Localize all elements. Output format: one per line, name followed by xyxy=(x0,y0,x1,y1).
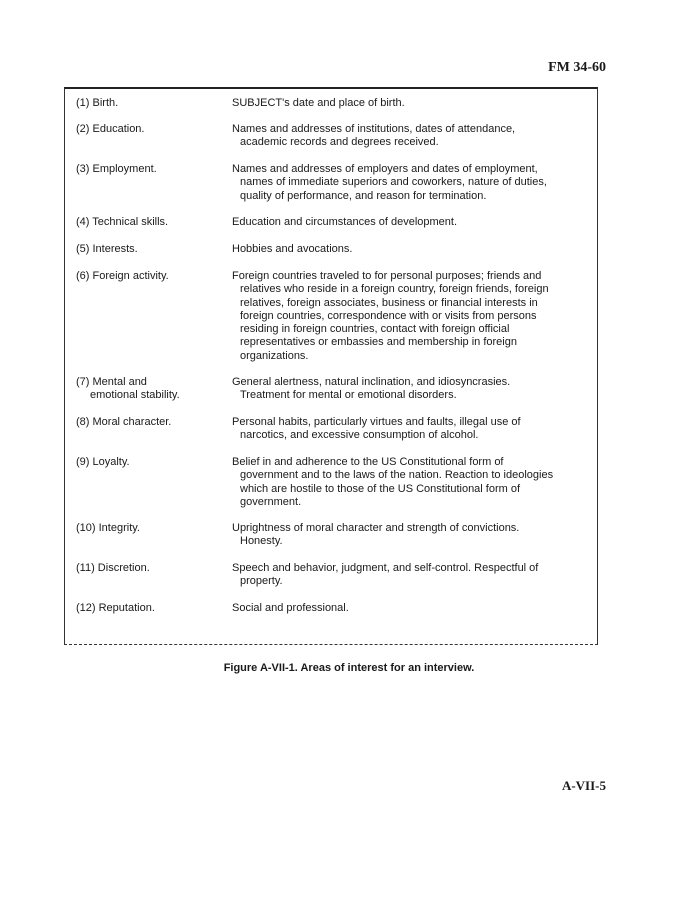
row-label xyxy=(76,522,226,535)
row-label-line: (7) Mental and xyxy=(76,376,147,388)
row-description xyxy=(232,602,592,615)
row-label xyxy=(76,123,226,136)
figure-caption: Figure A-VII-1. Areas of interest for an interview. xyxy=(223,662,475,674)
row-description-line: foreign countries, correspondence with or visits from persons xyxy=(240,309,537,322)
row-description-line: names of immediate superiors and coworkers, nature of duties, xyxy=(240,176,547,189)
row-description-line: General alertness, natural inclination, and idiosyncrasies. xyxy=(232,376,511,388)
row-label-line: (6) Foreign activity. xyxy=(76,270,169,282)
row-description-line: Social and professional. xyxy=(232,602,349,614)
row-description-line: residing in foreign countries, contact with foreign official xyxy=(240,323,510,336)
row-label xyxy=(76,562,226,575)
row-label-line: emotional stability. xyxy=(90,389,180,402)
row-label xyxy=(76,243,226,256)
row-description-line: Names and addresses of employers and dates of employment, xyxy=(232,163,538,175)
row-label xyxy=(76,416,226,429)
row-label xyxy=(76,216,226,229)
row-description xyxy=(232,456,592,509)
row-description xyxy=(232,522,592,549)
row-description-line: Education and circumstances of development. xyxy=(232,216,458,228)
row-label-line: (9) Loyalty. xyxy=(76,456,130,468)
row-description-line: SUBJECT's date and place of birth. xyxy=(232,97,405,109)
row-label-line: (2) Education. xyxy=(76,123,145,135)
row-description-line: Speech and behavior, judgment, and self-control. Respectful of xyxy=(232,562,539,574)
row-label-line: (1) Birth. xyxy=(76,97,119,109)
row-description-line: Foreign countries traveled to for personal purposes; friends and xyxy=(232,270,542,282)
row-description-line: Names and addresses of institutions, dates of attendance, xyxy=(232,123,516,135)
row-label-line: (10) Integrity. xyxy=(76,522,140,534)
row-description xyxy=(232,97,592,110)
row-label-line: (12) Reputation. xyxy=(76,602,155,614)
row-description-line: narcotics, and excessive consumption of alcohol. xyxy=(240,429,479,442)
row-description-line: property. xyxy=(240,575,283,588)
row-label xyxy=(76,456,226,469)
areas-of-interest-table xyxy=(64,87,598,645)
row-label xyxy=(76,163,226,176)
row-description-line: government. xyxy=(240,495,302,508)
row-description xyxy=(232,376,592,403)
row-description-line: relatives, foreign associates, business or financial interests in xyxy=(240,296,538,309)
row-description xyxy=(232,270,592,363)
row-label xyxy=(76,97,226,110)
row-description-line: which are hostile to those of the US Constitutional form of xyxy=(240,482,521,495)
page-number: A-VII-5 xyxy=(561,778,606,793)
row-description-line: Personal habits, particularly virtues and faults, illegal use of xyxy=(232,416,521,428)
row-description xyxy=(232,216,592,229)
row-label-line: (4) Technical skills. xyxy=(76,216,169,228)
row-description xyxy=(232,562,592,589)
row-description-line: Treatment for mental or emotional disorders. xyxy=(240,389,457,402)
row-description-line: representatives or embassies and membership in foreign xyxy=(240,336,517,349)
row-label xyxy=(76,270,226,283)
row-label xyxy=(76,602,226,615)
row-label-line: (5) Interests. xyxy=(76,243,138,255)
row-description-line: academic records and degrees received. xyxy=(240,136,439,149)
row-label xyxy=(76,376,226,403)
row-description xyxy=(232,416,592,443)
row-description-line: Honesty. xyxy=(240,535,283,548)
row-description-line: quality of performance, and reason for termination. xyxy=(240,189,487,202)
row-description xyxy=(232,123,592,150)
row-label-line: (8) Moral character. xyxy=(76,416,172,428)
row-label-line: (11) Discretion. xyxy=(76,562,150,574)
row-label-line: (3) Employment. xyxy=(76,163,157,175)
row-description xyxy=(232,243,592,256)
row-description-line: relatives who reside in a foreign country, foreign friends, foreign xyxy=(240,283,549,296)
row-description-line: organizations. xyxy=(240,349,309,362)
row-description-line: Hobbies and avocations. xyxy=(232,243,353,255)
row-description xyxy=(232,163,592,203)
row-description-line: government and to the laws of the nation. Reaction to ideologies xyxy=(240,469,554,482)
row-description-line: Belief in and adherence to the US Constitutional form of xyxy=(232,456,504,468)
document-id: FM 34-60 xyxy=(548,60,606,75)
row-description-line: Uprightness of moral character and strength of convictions. xyxy=(232,522,520,534)
